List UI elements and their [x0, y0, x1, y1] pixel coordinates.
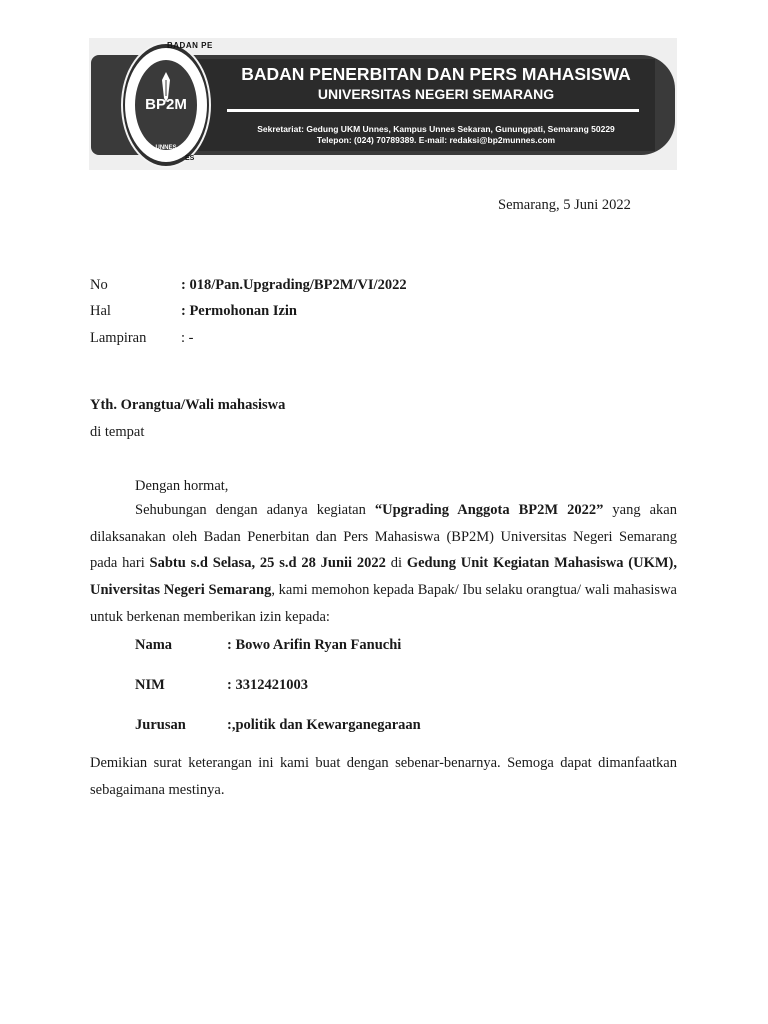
body-paragraph: [90, 497, 677, 631]
meta-no-label: No: [90, 277, 108, 293]
logo-unnes-text: UNNES: [155, 145, 177, 151]
event-location: Gedung Unit Kegiatan Mahasiswa (UKM), Universitas Negeri Semarang: [90, 555, 677, 599]
meta-attachment-label: Lampiran: [90, 330, 147, 346]
contact-info: Telepon: (024) 70789389. E-mail: redaksi@bp2munnes.com: [316, 135, 556, 145]
para-text-1: Sehubungan dengan adanya kegiatan: [135, 502, 375, 518]
meta-no-value: : 018/Pan.Upgrading/BP2M/VI/2022: [181, 277, 407, 293]
logo-ring-bottom-text: ES: [185, 155, 195, 162]
meta-subject-value: : Permohonan Izin: [181, 303, 297, 319]
field-name-label: Nama: [135, 637, 173, 653]
letterhead-divider: [227, 109, 639, 112]
closing-paragraph: Demikian surat keterangan ini kami buat dengan sebenar-benarnya. Semoga dapat dimanfaatkan sebagaimana mestinya.: [90, 755, 677, 798]
field-nim-value: : 3312421003: [227, 677, 308, 693]
event-name: “Upgrading Anggota BP2M 2022”: [374, 502, 604, 518]
letterhead: [89, 38, 677, 170]
field-major-label: Jurusan: [135, 717, 186, 733]
field-nim-label: NIM: [135, 677, 165, 693]
letter-date: Semarang, 5 Juni 2022: [498, 197, 631, 213]
para-text-3: di: [385, 555, 407, 572]
field-major-value: :,politik dan Kewarganegaraan: [227, 717, 421, 733]
secretariat-address: Sekretariat: Gedung UKM Unnes, Kampus Unnes Sekaran, Gunungpati, Semarang 50229: [257, 124, 615, 134]
greeting: Dengan hormat,: [135, 478, 229, 494]
recipient-place: di tempat: [90, 424, 145, 440]
recipient: Yth. Orangtua/Wali mahasiswa: [90, 397, 286, 413]
field-name-value: : Bowo Arifin Ryan Fanuchi: [227, 637, 402, 653]
organization-name: BADAN PENERBITAN DAN PERS MAHASISWA: [241, 64, 631, 84]
logo-emblem-text: BP2M: [145, 96, 187, 113]
meta-subject-label: Hal: [90, 303, 111, 319]
university-name: UNIVERSITAS NEGERI SEMARANG: [317, 86, 555, 102]
meta-attachment-value: : -: [181, 330, 194, 346]
event-date: Sabtu s.d Selasa, 25 s.d 28 Junii 2022: [149, 555, 386, 572]
logo-ring-text: BADAN PE: [167, 41, 213, 50]
para-text-4: , kami memohon kepada Bapak/ Ibu selaku orangtua/ wali mahasiswa untuk berkenan memberikan izin kepada:: [90, 582, 677, 625]
para-text-2: yang akan dilaksanakan oleh Badan Penerbitan dan Pers Mahasiswa (BP2M) Universitas Negeri Semarang pada hari: [90, 502, 677, 572]
